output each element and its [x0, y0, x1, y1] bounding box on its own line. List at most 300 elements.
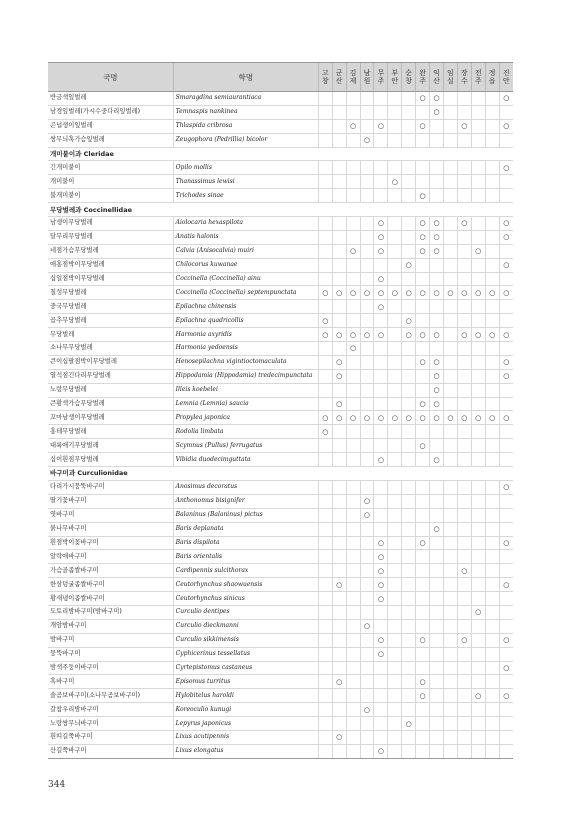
- empty-cell: [374, 439, 388, 453]
- empty-cell: [332, 703, 346, 717]
- region-header-char: 장: [460, 68, 468, 77]
- empty-cell: [318, 480, 332, 494]
- table-header-row: [48, 63, 513, 92]
- species-row: [48, 119, 513, 133]
- region-header: [457, 63, 471, 92]
- korean-name: 달무리무당벌레: [48, 230, 173, 244]
- occurrence-mark: ○: [360, 328, 374, 342]
- scientific-name: Hylobitelus haroldi: [173, 689, 318, 703]
- empty-cell: [346, 744, 360, 758]
- empty-cell: [402, 272, 416, 286]
- empty-cell: [457, 661, 471, 675]
- empty-cell: [499, 439, 513, 453]
- species-row: [48, 633, 513, 647]
- occurrence-mark: ○: [457, 411, 471, 425]
- korean-name: 밤바구미: [48, 633, 173, 647]
- occurrence-mark: ○: [457, 564, 471, 578]
- empty-cell: [416, 425, 430, 439]
- occurrence-mark: ○: [430, 217, 444, 231]
- empty-cell: [471, 647, 485, 661]
- empty-cell: [360, 647, 374, 661]
- species-row: [48, 175, 513, 189]
- empty-cell: [416, 661, 430, 675]
- occurrence-mark: ○: [374, 536, 388, 550]
- empty-cell: [388, 189, 402, 203]
- empty-cell: [416, 605, 430, 619]
- region-header-char: 익: [433, 68, 440, 77]
- empty-cell: [499, 508, 513, 522]
- empty-cell: [374, 397, 388, 411]
- empty-cell: [457, 703, 471, 717]
- empty-cell: [402, 522, 416, 536]
- empty-cell: [430, 508, 444, 522]
- empty-cell: [374, 161, 388, 175]
- empty-cell: [346, 133, 360, 147]
- occurrence-mark: ○: [332, 397, 346, 411]
- empty-cell: [374, 508, 388, 522]
- empty-cell: [332, 508, 346, 522]
- scientific-name-header: 학명: [173, 63, 318, 92]
- scientific-name: Scymnus (Pullus) ferrugatus: [173, 439, 318, 453]
- empty-cell: [499, 397, 513, 411]
- empty-cell: [332, 480, 346, 494]
- species-row: [48, 605, 513, 619]
- empty-cell: [443, 189, 457, 203]
- occurrence-mark: ○: [332, 328, 346, 342]
- species-row: [48, 397, 513, 411]
- empty-cell: [346, 105, 360, 119]
- empty-cell: [443, 355, 457, 369]
- empty-cell: [499, 522, 513, 536]
- empty-cell: [374, 105, 388, 119]
- empty-cell: [443, 633, 457, 647]
- scientific-name: Henosepilachna vigintioctomaculata: [173, 355, 318, 369]
- empty-cell: [402, 605, 416, 619]
- empty-cell: [402, 703, 416, 717]
- empty-cell: [485, 383, 499, 397]
- empty-cell: [471, 578, 485, 592]
- occurrence-mark: ○: [402, 328, 416, 342]
- korean-name: 개미붙이: [48, 175, 173, 189]
- empty-cell: [360, 355, 374, 369]
- empty-cell: [360, 522, 374, 536]
- species-row: [48, 355, 513, 369]
- occurrence-mark: ○: [332, 286, 346, 300]
- korean-name: 흰점박이꽃바구미: [48, 536, 173, 550]
- empty-cell: [485, 605, 499, 619]
- region-header: [443, 63, 457, 92]
- empty-cell: [360, 230, 374, 244]
- scientific-name: Lemnia (Lemnia) saucia: [173, 397, 318, 411]
- empty-cell: [374, 92, 388, 106]
- occurrence-mark: ○: [499, 578, 513, 592]
- empty-cell: [374, 425, 388, 439]
- empty-cell: [388, 730, 402, 744]
- empty-cell: [360, 717, 374, 731]
- empty-cell: [457, 369, 471, 383]
- empty-cell: [360, 244, 374, 258]
- empty-cell: [360, 258, 374, 272]
- species-row: [48, 411, 513, 425]
- empty-cell: [318, 92, 332, 106]
- scientific-name: Coccinella (Coccinella) ainu: [173, 272, 318, 286]
- empty-cell: [457, 536, 471, 550]
- empty-cell: [402, 383, 416, 397]
- korean-name: 칠성무당벌레: [48, 286, 173, 300]
- empty-cell: [318, 244, 332, 258]
- empty-cell: [416, 647, 430, 661]
- empty-cell: [430, 605, 444, 619]
- species-row: [48, 217, 513, 231]
- scientific-name: Calvia (Anisocalvia) muiri: [173, 244, 318, 258]
- empty-cell: [471, 230, 485, 244]
- empty-cell: [360, 675, 374, 689]
- empty-cell: [402, 369, 416, 383]
- empty-cell: [374, 258, 388, 272]
- occurrence-mark: ○: [416, 92, 430, 106]
- empty-cell: [374, 605, 388, 619]
- empty-cell: [416, 494, 430, 508]
- scientific-name: Lepyrus japonicus: [173, 717, 318, 731]
- empty-cell: [443, 217, 457, 231]
- empty-cell: [402, 480, 416, 494]
- empty-cell: [457, 592, 471, 606]
- occurrence-mark: ○: [360, 411, 374, 425]
- empty-cell: [430, 647, 444, 661]
- species-row: [48, 369, 513, 383]
- empty-cell: [318, 161, 332, 175]
- empty-cell: [485, 717, 499, 731]
- empty-cell: [416, 703, 430, 717]
- empty-cell: [388, 578, 402, 592]
- empty-cell: [332, 92, 346, 106]
- empty-cell: [485, 439, 499, 453]
- empty-cell: [485, 189, 499, 203]
- empty-cell: [499, 717, 513, 731]
- empty-cell: [346, 175, 360, 189]
- empty-cell: [485, 494, 499, 508]
- korean-name: 남생이무당벌레: [48, 217, 173, 231]
- empty-cell: [443, 328, 457, 342]
- empty-cell: [416, 453, 430, 467]
- empty-cell: [471, 425, 485, 439]
- occurrence-mark: ○: [332, 411, 346, 425]
- empty-cell: [457, 508, 471, 522]
- empty-cell: [443, 536, 457, 550]
- empty-cell: [346, 647, 360, 661]
- empty-cell: [430, 133, 444, 147]
- empty-cell: [485, 647, 499, 661]
- empty-cell: [318, 217, 332, 231]
- occurrence-mark: ○: [402, 258, 416, 272]
- occurrence-mark: ○: [430, 92, 444, 106]
- scientific-name: Aiolocaria hexaspilota: [173, 217, 318, 231]
- empty-cell: [430, 689, 444, 703]
- empty-cell: [471, 397, 485, 411]
- empty-cell: [443, 578, 457, 592]
- empty-cell: [388, 425, 402, 439]
- empty-cell: [471, 355, 485, 369]
- empty-cell: [416, 744, 430, 758]
- empty-cell: [430, 494, 444, 508]
- empty-cell: [416, 508, 430, 522]
- empty-cell: [416, 133, 430, 147]
- empty-cell: [332, 133, 346, 147]
- empty-cell: [402, 592, 416, 606]
- empty-cell: [388, 480, 402, 494]
- empty-cell: [485, 522, 499, 536]
- region-header: [416, 63, 430, 92]
- occurrence-mark: ○: [430, 230, 444, 244]
- empty-cell: [416, 105, 430, 119]
- empty-cell: [485, 536, 499, 550]
- scientific-name: Curculio dieckmanni: [173, 619, 318, 633]
- empty-cell: [471, 661, 485, 675]
- empty-cell: [416, 272, 430, 286]
- empty-cell: [318, 383, 332, 397]
- empty-cell: [457, 342, 471, 356]
- empty-cell: [346, 564, 360, 578]
- species-row: [48, 383, 513, 397]
- empty-cell: [402, 175, 416, 189]
- empty-cell: [457, 744, 471, 758]
- empty-cell: [374, 717, 388, 731]
- occurrence-mark: ○: [430, 369, 444, 383]
- empty-cell: [374, 689, 388, 703]
- empty-cell: [499, 647, 513, 661]
- occurrence-mark: ○: [416, 675, 430, 689]
- empty-cell: [457, 133, 471, 147]
- empty-cell: [360, 744, 374, 758]
- korean-name: 꼬마남생이무당벌레: [48, 411, 173, 425]
- empty-cell: [499, 105, 513, 119]
- occurrence-mark: ○: [346, 342, 360, 356]
- empty-cell: [374, 189, 388, 203]
- empty-cell: [443, 425, 457, 439]
- empty-cell: [332, 119, 346, 133]
- occurrence-mark: ○: [374, 286, 388, 300]
- occurrence-mark: ○: [346, 328, 360, 342]
- occurrence-mark: ○: [374, 647, 388, 661]
- empty-cell: [416, 578, 430, 592]
- empty-cell: [416, 550, 430, 564]
- empty-cell: [388, 244, 402, 258]
- occurrence-mark: ○: [430, 522, 444, 536]
- empty-cell: [360, 480, 374, 494]
- region-header: [318, 63, 332, 92]
- scientific-name: Temnaspis nankinea: [173, 105, 318, 119]
- empty-cell: [402, 119, 416, 133]
- empty-cell: [457, 480, 471, 494]
- empty-cell: [485, 369, 499, 383]
- scientific-name: Ceutorhynchus sinicus: [173, 592, 318, 606]
- empty-cell: [318, 342, 332, 356]
- empty-cell: [443, 522, 457, 536]
- species-row: [48, 314, 513, 328]
- empty-cell: [443, 161, 457, 175]
- empty-cell: [402, 439, 416, 453]
- occurrence-mark: ○: [416, 689, 430, 703]
- empty-cell: [471, 175, 485, 189]
- korean-name: 십일점박이무당벌레: [48, 272, 173, 286]
- species-row: [48, 522, 513, 536]
- empty-cell: [332, 605, 346, 619]
- occurrence-mark: ○: [416, 328, 430, 342]
- empty-cell: [360, 397, 374, 411]
- occurrence-mark: ○: [374, 230, 388, 244]
- empty-cell: [485, 592, 499, 606]
- empty-cell: [318, 619, 332, 633]
- region-header-char: 순: [405, 68, 413, 77]
- empty-cell: [388, 300, 402, 314]
- empty-cell: [457, 717, 471, 731]
- empty-cell: [318, 397, 332, 411]
- region-header: [388, 63, 402, 92]
- region-header: [430, 63, 444, 92]
- empty-cell: [485, 217, 499, 231]
- empty-cell: [388, 605, 402, 619]
- empty-cell: [471, 369, 485, 383]
- empty-cell: [360, 314, 374, 328]
- empty-cell: [318, 494, 332, 508]
- empty-cell: [318, 258, 332, 272]
- occurrence-mark: ○: [318, 286, 332, 300]
- occurrence-mark: ○: [332, 578, 346, 592]
- scientific-name: Propylea japonica: [173, 411, 318, 425]
- occurrence-mark: ○: [499, 661, 513, 675]
- species-row: [48, 272, 513, 286]
- empty-cell: [388, 689, 402, 703]
- species-row: [48, 592, 513, 606]
- empty-cell: [402, 230, 416, 244]
- empty-cell: [443, 730, 457, 744]
- empty-cell: [430, 536, 444, 550]
- empty-cell: [430, 314, 444, 328]
- occurrence-mark: ○: [471, 328, 485, 342]
- empty-cell: [471, 744, 485, 758]
- empty-cell: [485, 258, 499, 272]
- empty-cell: [499, 425, 513, 439]
- species-row: [48, 578, 513, 592]
- empty-cell: [346, 717, 360, 731]
- empty-cell: [499, 494, 513, 508]
- empty-cell: [374, 494, 388, 508]
- empty-cell: [388, 328, 402, 342]
- occurrence-mark: ○: [374, 217, 388, 231]
- empty-cell: [388, 161, 402, 175]
- region-header-char: 원: [363, 77, 371, 85]
- empty-cell: [388, 675, 402, 689]
- empty-cell: [388, 133, 402, 147]
- occurrence-mark: ○: [388, 175, 402, 189]
- empty-cell: [485, 661, 499, 675]
- empty-cell: [388, 744, 402, 758]
- empty-cell: [471, 133, 485, 147]
- empty-cell: [457, 578, 471, 592]
- occurrence-mark: ○: [471, 689, 485, 703]
- empty-cell: [332, 383, 346, 397]
- occurrence-mark: ○: [485, 328, 499, 342]
- empty-cell: [332, 536, 346, 550]
- empty-cell: [499, 744, 513, 758]
- empty-cell: [485, 578, 499, 592]
- korean-name: 애홍점박이무당벌레: [48, 258, 173, 272]
- scientific-name: Harmonia axyridis: [173, 328, 318, 342]
- empty-cell: [360, 550, 374, 564]
- empty-cell: [416, 383, 430, 397]
- page-number: 344: [48, 780, 66, 790]
- empty-cell: [471, 730, 485, 744]
- empty-cell: [430, 661, 444, 675]
- empty-cell: [471, 161, 485, 175]
- region-header: [485, 63, 499, 92]
- empty-cell: [471, 494, 485, 508]
- korean-name: 남경잎벌레(가시수중다리잎벌레): [48, 105, 173, 119]
- family-name: 바구미과 Curculionidae: [48, 467, 513, 481]
- empty-cell: [499, 453, 513, 467]
- korean-name: 산길쭉바구미: [48, 744, 173, 758]
- empty-cell: [443, 647, 457, 661]
- occurrence-mark: ○: [374, 633, 388, 647]
- empty-cell: [374, 355, 388, 369]
- occurrence-mark: ○: [499, 480, 513, 494]
- occurrence-mark: ○: [416, 244, 430, 258]
- empty-cell: [332, 550, 346, 564]
- empty-cell: [332, 744, 346, 758]
- scientific-name: Episomus turritus: [173, 675, 318, 689]
- empty-cell: [485, 675, 499, 689]
- empty-cell: [485, 355, 499, 369]
- empty-cell: [416, 564, 430, 578]
- occurrence-mark: ○: [499, 689, 513, 703]
- empty-cell: [360, 633, 374, 647]
- occurrence-mark: ○: [346, 119, 360, 133]
- region-header: [499, 63, 513, 92]
- occurrence-mark: ○: [332, 369, 346, 383]
- species-row: [48, 619, 513, 633]
- empty-cell: [443, 494, 457, 508]
- occurrence-mark: ○: [416, 411, 430, 425]
- empty-cell: [332, 619, 346, 633]
- empty-cell: [471, 592, 485, 606]
- empty-cell: [318, 355, 332, 369]
- empty-cell: [318, 189, 332, 203]
- empty-cell: [457, 425, 471, 439]
- occurrence-mark: ○: [430, 355, 444, 369]
- empty-cell: [346, 453, 360, 467]
- empty-cell: [402, 689, 416, 703]
- occurrence-mark: ○: [457, 217, 471, 231]
- empty-cell: [457, 453, 471, 467]
- empty-cell: [388, 522, 402, 536]
- empty-cell: [318, 730, 332, 744]
- korean-name: 노랑무당벌레: [48, 383, 173, 397]
- scientific-name: Baris deplanata: [173, 522, 318, 536]
- region-header-char: 완: [419, 68, 426, 77]
- empty-cell: [457, 619, 471, 633]
- empty-cell: [457, 258, 471, 272]
- empty-cell: [346, 161, 360, 175]
- occurrence-mark: ○: [346, 244, 360, 258]
- family-name: 무당벌레과 Coccinellidae: [48, 203, 513, 217]
- empty-cell: [443, 508, 457, 522]
- empty-cell: [346, 217, 360, 231]
- empty-cell: [346, 230, 360, 244]
- occurrence-mark: ○: [430, 383, 444, 397]
- empty-cell: [485, 564, 499, 578]
- species-row: [48, 342, 513, 356]
- scientific-name: Curculio dentipes: [173, 605, 318, 619]
